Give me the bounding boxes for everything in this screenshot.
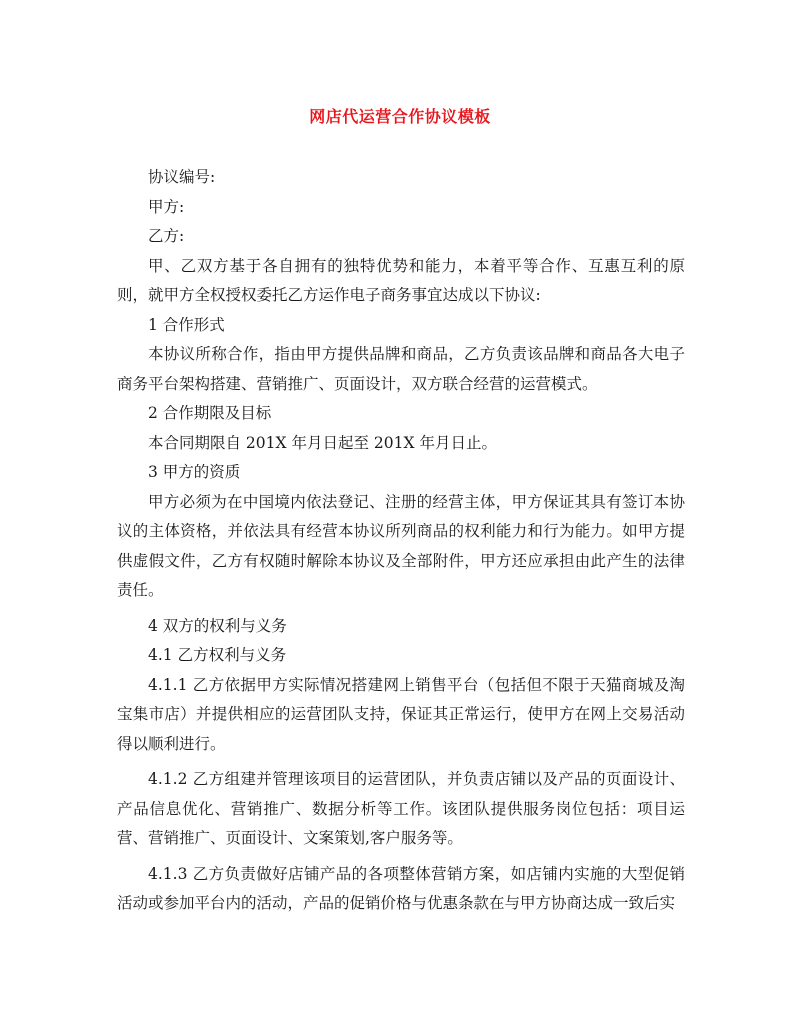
document-body [117,163,685,919]
section-heading: 3 甲方的资质 [148,463,241,481]
clause-paragraph: 4.1.2 乙方组建并管理该项目的运营团队，并负责店铺以及产品的页面设计、产品信息优化、营销推广、数据分析等工作。该团队提供服务岗位包括：项目运营、营销推广、页面设计、文案策划,客户服务等。 [117,770,685,847]
agreement-number-line: 协议编号: [148,168,216,186]
section-heading: 4 双方的权利与义务 [148,616,287,635]
section-heading: 1 合作形式 [148,315,225,334]
party-b-line: 乙方: [148,227,185,245]
party-a-line: 甲方: [148,197,185,216]
clause-paragraph: 4.1.3 乙方负责做好店铺产品的各项整体营销方案，如店铺内实施的大型促销活动或参加平台内的活动，产品的促销价格与优惠条款在与甲方协商达成一致后实 [117,864,685,912]
section-heading: 2 合作期限及目标 [148,404,272,422]
document-title: 网店代运营合作协议模板 [309,107,491,126]
subsection-heading: 4.1 乙方权利与义务 [148,646,287,664]
body-paragraph: 本合同期限自 201X 年月日起至 201X 年月日止。 [148,433,497,452]
preamble-paragraph: 甲、乙双方基于各自拥有的独特优势和能力，本着平等合作、互惠互利的原则，就甲方全权授权委托乙方运作电子商务事宜达成以下协议: [117,256,685,304]
body-paragraph: 本协议所称合作，指由甲方提供品牌和商品，乙方负责该品牌和商品各大电子商务平台架构搭建、营销推广、页面设计，双方联合经营的运营模式。 [117,345,685,393]
body-paragraph: 甲方必须为在中国境内依法登记、注册的经营主体，甲方保证其具有签订本协议的主体资格，并依法具有经营本协议所列商品的权利能力和行为能力。如甲方提供虚假文件，乙方有权随时解除本协议及全部附件，甲方还应承担由此产生的法律责任。 [117,492,685,599]
clause-paragraph: 4.1.1 乙方依据甲方实际情况搭建网上销售平台（包括但不限于天猫商城及淘宝集市店）并提供相应的运营团队支持，保证其正常运行，使甲方在网上交易活动得以顺利进行。 [117,675,685,753]
